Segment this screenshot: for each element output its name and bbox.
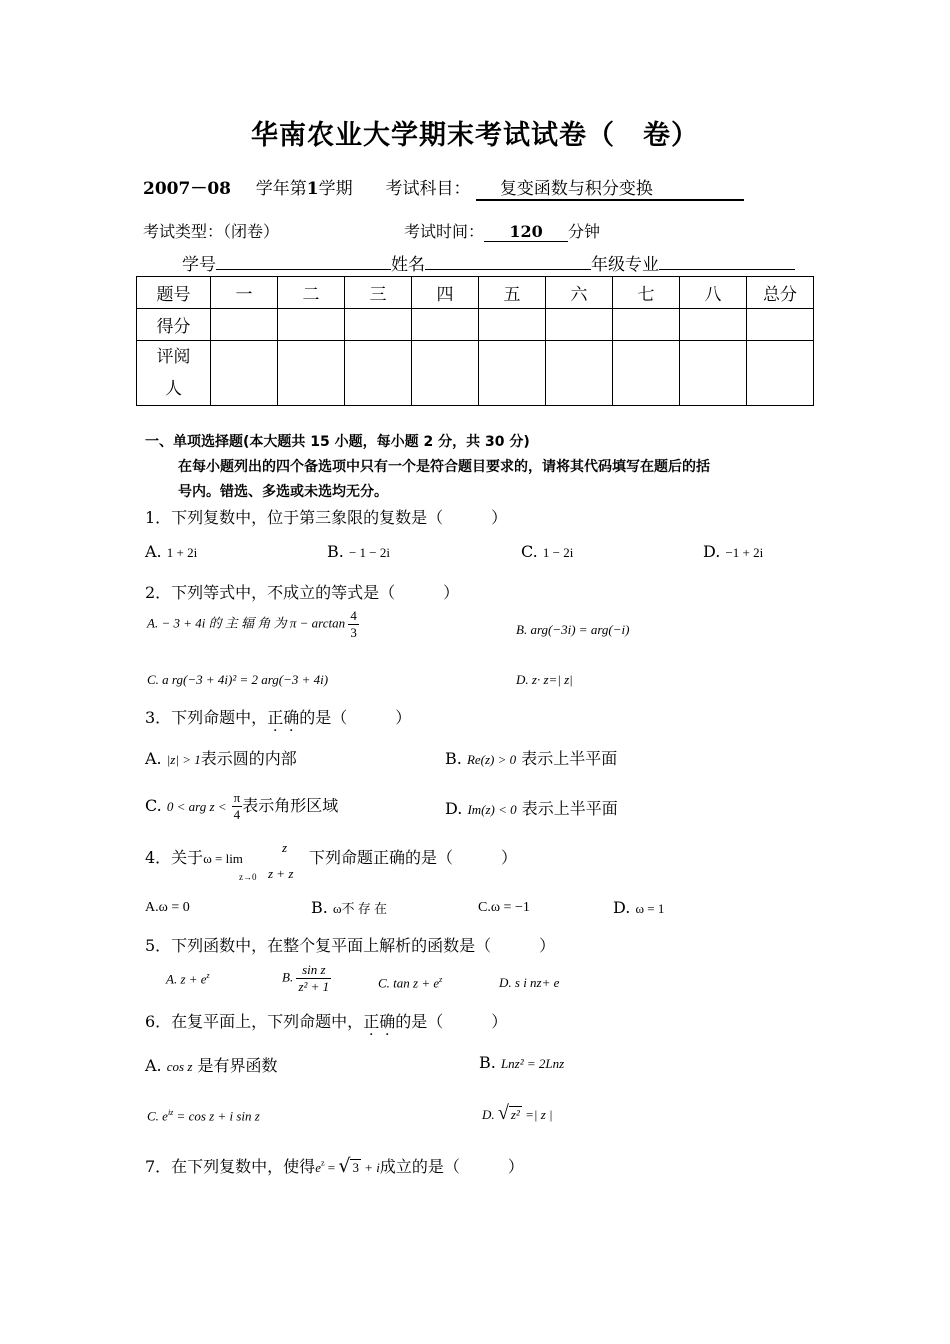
superscript: iz: [167, 1108, 174, 1117]
option-text: 表示圆的内部: [200, 749, 297, 768]
option-label: B.: [479, 1053, 496, 1072]
fraction-denominator: 3: [350, 625, 357, 640]
limit-expression: ω = lim: [203, 851, 243, 866]
option-text: 是有界函数: [197, 1056, 278, 1075]
stem-text: 4．关于: [145, 848, 204, 867]
q6-option-c[interactable]: [147, 1108, 260, 1124]
name-label: 姓名: [391, 255, 425, 275]
grader-cell[interactable]: [747, 341, 814, 406]
emphasis-char: 正: [267, 708, 284, 727]
option-math: ω不 存 在: [332, 901, 387, 916]
term-line: [143, 174, 744, 201]
q1-option-b[interactable]: [327, 542, 390, 561]
option-label: A.: [145, 749, 162, 768]
q4-stem: [145, 845, 243, 868]
header-cell: 五: [479, 277, 546, 309]
grader-cell[interactable]: [278, 341, 345, 406]
header-cell: 二: [278, 277, 345, 309]
option-math: 1 − 2i: [542, 545, 574, 560]
header-cell: 三: [345, 277, 412, 309]
major-field[interactable]: [659, 269, 795, 270]
time-unit: 分钟: [568, 222, 601, 241]
q4-option-b[interactable]: [311, 898, 387, 917]
grader-label-line2: 人: [165, 379, 182, 399]
option-label: D.: [703, 542, 721, 561]
option-label: D.: [445, 799, 463, 818]
grader-cell[interactable]: [345, 341, 412, 406]
q4-option-c[interactable]: C.ω = −1: [478, 900, 530, 915]
option-label: C.: [521, 542, 538, 561]
option-math: − 1 − 2i: [348, 545, 390, 560]
option-label: D.: [482, 1107, 495, 1122]
grader-cell[interactable]: [211, 341, 278, 406]
header-cell: 一: [211, 277, 278, 309]
score-cell[interactable]: [613, 309, 680, 341]
option-text: 表示角形区域: [242, 796, 339, 815]
score-cell[interactable]: [479, 309, 546, 341]
emphasis-char: 确: [283, 708, 300, 727]
option-math: Im(z) < 0: [467, 802, 517, 817]
header-cell: 题号: [137, 277, 211, 309]
q1-option-c[interactable]: [521, 542, 573, 561]
exam-type: 考试类型：（闭卷）: [143, 222, 280, 241]
q2-option-c[interactable]: C. a rg(−3 + 4i)² = 2 arg(−3 + 4i): [147, 672, 329, 687]
fraction-numerator: sin z: [296, 962, 331, 979]
q4-option-d[interactable]: [613, 898, 664, 917]
stem-math: e: [315, 1160, 321, 1175]
q3-option-c[interactable]: [145, 790, 338, 823]
stem-text: 6．在复平面上，下列命题中，: [145, 1012, 364, 1031]
q1-option-a[interactable]: [145, 542, 197, 561]
header-cell: 总分: [747, 277, 814, 309]
option-math: =| z |: [521, 1107, 553, 1122]
option-math: 1 + 2i: [166, 545, 198, 560]
option-math: ω = 1: [635, 901, 665, 916]
stem-text: 成立的是（ ）: [379, 1157, 524, 1176]
option-label: B.: [311, 898, 328, 917]
radicand: z²: [510, 1107, 520, 1122]
q2-option-d[interactable]: D. z· z=| z|: [516, 672, 573, 687]
sqrt-icon: √: [338, 1155, 351, 1177]
grader-label-line1: 评阅: [156, 347, 191, 367]
option-label: C.: [145, 796, 162, 815]
q3-option-b[interactable]: [445, 746, 617, 769]
grader-cell[interactable]: [546, 341, 613, 406]
header-cell: 六: [546, 277, 613, 309]
student-id-field[interactable]: [216, 269, 391, 270]
option-math: A. z + e: [166, 971, 207, 987]
q6-option-d[interactable]: [482, 1102, 553, 1125]
emphasis-char: 正: [363, 1012, 380, 1031]
q5-stem: 5．下列函数中，在整个复平面上解析的函数是（ ）: [145, 936, 556, 955]
q4-option-a[interactable]: A.ω = 0: [145, 900, 190, 915]
subject-value: 复变函数与积分变换: [476, 174, 744, 201]
score-table-header-row: [137, 277, 814, 309]
fraction-denominator: z² + 1: [298, 979, 330, 994]
option-label: B.: [282, 969, 294, 985]
q5-option-d[interactable]: D. s i nz+ e: [499, 975, 560, 990]
exam-time-line: [404, 219, 600, 242]
grader-cell[interactable]: [412, 341, 479, 406]
header-cell: 四: [412, 277, 479, 309]
header-cell: 七: [613, 277, 680, 309]
score-cell[interactable]: [211, 309, 278, 341]
grader-row: [137, 341, 814, 406]
time-value: 120: [484, 222, 568, 242]
q4-fraction-denominator: z + z: [268, 866, 294, 881]
option-label: D.: [613, 898, 631, 917]
q4-stem-tail: 下列命题正确的是（ ）: [309, 848, 518, 867]
q6-option-b[interactable]: [479, 1053, 564, 1072]
score-cell[interactable]: [278, 309, 345, 341]
section-instructions-2: 号内。错选、多选或未选均无分。: [178, 484, 388, 500]
option-math: |z| > 1: [166, 752, 201, 767]
option-math: C. tan z + e: [378, 975, 440, 991]
option-math: −1 + 2i: [725, 545, 764, 560]
header-cell: 八: [680, 277, 747, 309]
q4-fraction-numerator: z: [282, 840, 288, 855]
q1-stem: 1．下列复数中，位于第三象限的复数是（ ）: [145, 508, 508, 527]
stem-text: 7．在下列复数中，使得: [145, 1157, 316, 1176]
q2-option-b[interactable]: B. arg(−3i) = arg(−i): [516, 622, 630, 637]
score-cell[interactable]: [680, 309, 747, 341]
q1-option-d[interactable]: [703, 542, 763, 561]
student-info-line: [182, 250, 795, 275]
option-math: A. − 3 + 4i 的 主 辐 角 为 π − arctan: [147, 615, 346, 631]
major-label: 年级专业: [591, 255, 659, 275]
term-suffix: 学期: [318, 179, 353, 199]
academic-year: 2007－08: [143, 179, 231, 199]
grader-row-label: [137, 341, 211, 406]
superscript: z: [320, 1158, 325, 1168]
q2-option-a[interactable]: [147, 608, 359, 641]
student-id-label: 学号: [182, 255, 216, 275]
section-instructions-1: 在每小题列出的四个备选项中只有一个是符合题目要求的，请将其代码填写在题后的括: [178, 459, 710, 475]
sqrt-icon: √: [497, 1102, 509, 1124]
score-row: [137, 309, 814, 341]
q2-stem: 2．下列等式中，不成立的等式是（ ）: [145, 583, 460, 602]
option-label: A.: [145, 1056, 162, 1075]
option-math: Re(z) > 0: [466, 752, 517, 767]
grader-cell[interactable]: [680, 341, 747, 406]
radicand: 3: [352, 1160, 359, 1175]
fraction-numerator: π: [233, 790, 241, 805]
subject-label: 考试科目：: [385, 179, 471, 199]
option-math: cos z: [166, 1059, 193, 1074]
superscript: z: [439, 975, 443, 984]
fraction: [296, 962, 331, 995]
limit-subscript: z→0: [239, 872, 257, 882]
fraction: [232, 790, 243, 823]
grader-cell[interactable]: [613, 341, 680, 406]
score-table: [136, 276, 814, 406]
option-text: 表示上半平面: [521, 749, 618, 768]
fraction-numerator: 4: [350, 608, 357, 623]
stem-text: 的是（ ）: [395, 1012, 508, 1031]
score-cell[interactable]: [345, 309, 412, 341]
stem-math: =: [324, 1160, 339, 1175]
option-math: 0 < arg z <: [166, 799, 227, 814]
option-math: = cos z + i sin z: [173, 1108, 260, 1124]
q3-stem: [145, 705, 411, 728]
emphasis-char: 确: [379, 1012, 396, 1031]
name-field[interactable]: [425, 269, 591, 270]
q7-stem: [145, 1154, 524, 1177]
fraction-denominator: 4: [233, 807, 241, 822]
term-prefix: 学年第: [255, 179, 307, 199]
option-label: A.: [145, 542, 162, 561]
stem-math: + i: [360, 1160, 380, 1175]
q3-option-a[interactable]: [145, 746, 297, 769]
option-text: 表示上半平面: [521, 799, 618, 818]
q3-option-d[interactable]: [445, 796, 618, 819]
stem-text: 3．下列命题中，: [145, 708, 268, 727]
option-math: C. e: [147, 1108, 168, 1124]
option-label: B.: [327, 542, 344, 561]
section-heading: 一、单项选择题(本大题共 15 小题，每小题 2 分，共 30 分): [145, 434, 530, 450]
superscript: z: [206, 971, 210, 980]
stem-text: 的是（ ）: [299, 708, 412, 727]
score-cell[interactable]: [412, 309, 479, 341]
q5-option-c[interactable]: [378, 975, 442, 991]
time-label: 考试时间：: [404, 222, 485, 241]
option-math: Lnz² = 2Lnz: [500, 1056, 565, 1071]
term-number: 1: [306, 179, 319, 199]
q6-stem: [145, 1009, 507, 1032]
q5-option-b[interactable]: [282, 962, 331, 995]
score-row-label: 得分: [137, 309, 211, 341]
q5-option-a[interactable]: [166, 971, 210, 987]
score-cell[interactable]: [747, 309, 814, 341]
option-label: B.: [445, 749, 462, 768]
fraction: [348, 608, 359, 641]
page-title: 华南农业大学期末考试试卷（ 卷）: [251, 120, 699, 151]
q6-option-a[interactable]: [145, 1053, 277, 1076]
score-cell[interactable]: [546, 309, 613, 341]
grader-cell[interactable]: [479, 341, 546, 406]
